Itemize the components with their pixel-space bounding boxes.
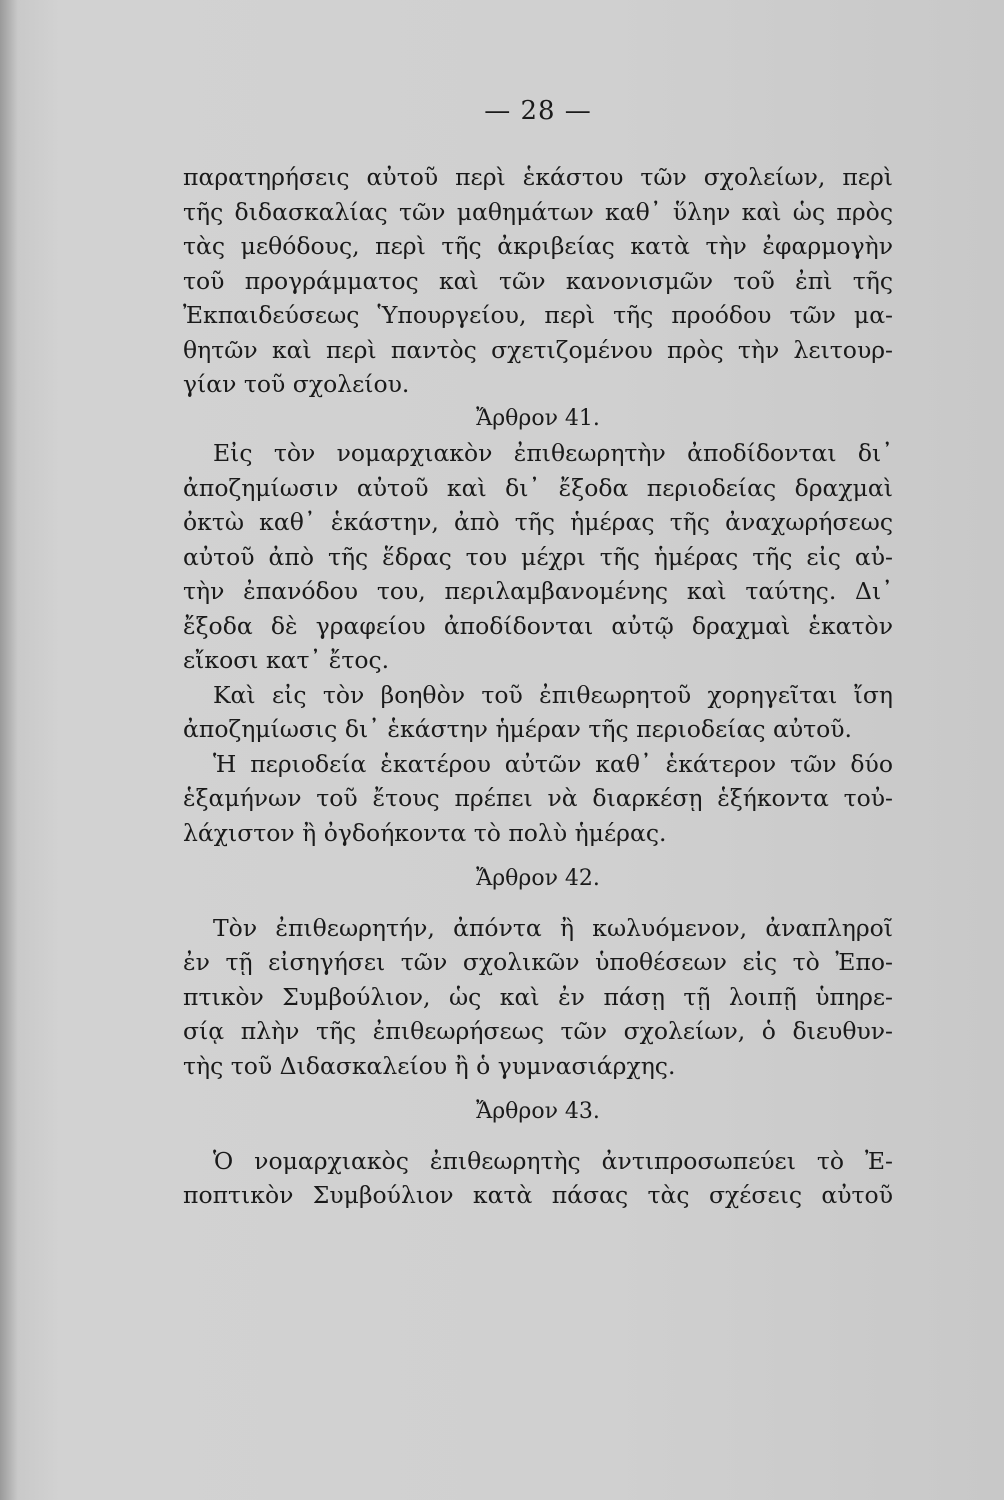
text-line: λάχιστον ἢ ὀγδοήκοντα τὸ πολὺ ἡμέρας. — [183, 818, 667, 847]
spacer — [183, 897, 893, 911]
paragraph — [183, 911, 893, 1084]
text-line: ἔξοδα δὲ γραφείου ἀποδίδονται αὐτῷ δραχμαὶ ἑκατὸν — [183, 611, 893, 640]
text-line: ἐν τῇ εἰσηγήσει τῶν σχολικῶν ὑποθέσεων εἰς τὸ Ἐπο- — [183, 948, 893, 976]
text-line: αὐτοῦ ἀπὸ τῆς ἕδρας του μέχρι τῆς ἡμέρας τῆς εἰς αὐ- — [183, 542, 893, 571]
spacer — [183, 1130, 893, 1144]
text-line: ἀποζημίωσιν αὐτοῦ καὶ δι᾽ ἔξοδα περιοδείας δραχμαὶ — [183, 473, 893, 502]
text-line: Καὶ εἰς τὸν βοηθὸν τοῦ ἐπιθεωρητοῦ χορηγεῖται ἴση — [213, 680, 893, 709]
text-line: Ἐκπαιδεύσεως Ὑπουργείου, περὶ τῆς προόδου τῶν μα- — [183, 301, 893, 329]
article-heading: Ἄρθρον 43. — [476, 1099, 600, 1124]
text-line: εἴκοσι κατ᾽ ἔτος. — [183, 646, 390, 674]
text-line: ἀποζημίωσις δι᾽ ἑκάστην ἡμέραν τῆς περιοδείας αὐτοῦ. — [183, 715, 853, 743]
paragraph — [183, 678, 893, 747]
page-number: — 28 — — [484, 96, 592, 126]
paragraph — [183, 1144, 893, 1213]
text-line: τὴν ἐπανόδου του, περιλαμβανομένης καὶ ταύτης. Δι᾽ — [183, 577, 893, 605]
spacer — [183, 850, 893, 862]
text-line: γίαν τοῦ σχολείου. — [183, 370, 410, 398]
article-heading: Ἄρθρον 42. — [476, 866, 600, 891]
text-line: τὴς τοῦ Διδασκαλείου ἢ ὁ γυμνασιάρχης. — [183, 1051, 676, 1080]
article-heading: Ἄρθρον 41. — [476, 405, 600, 431]
text-line: σίᾳ πλὴν τῆς ἐπιθεωρήσεως τῶν σχολείων, ὁ διευθυν- — [183, 1017, 893, 1045]
text-line: τοῦ προγράμματος καὶ τῶν κανονισμῶν τοῦ ἐπὶ τῆς — [183, 266, 893, 295]
text-line: θητῶν καὶ περὶ παντὸς σχετιζομένου πρὸς τὴν λειτουρ- — [183, 335, 893, 364]
text-line: τὰς μεθόδους, περὶ τῆς ἀκριβείας κατὰ τὴν ἐφαρμογὴν — [183, 232, 893, 260]
text-line: Ἡ περιοδεία ἑκατέρου αὐτῶν καθ᾽ ἑκάτερον τῶν δύο — [213, 749, 893, 778]
spacer — [183, 1083, 893, 1095]
paragraph — [183, 436, 893, 678]
text-line: πτικὸν Συμβούλιον, ὡς καὶ ἐν πάσῃ τῇ λοιπῇ ὑπηρε- — [183, 982, 893, 1011]
text-line: Εἰς τὸν νομαρχιακὸν ἐπιθεωρητὴν ἀποδίδονται δι᾽ — [213, 439, 893, 467]
page-text — [183, 96, 893, 1213]
text-line: Ὁ νομαρχιακὸς ἐπιθεωρητὴς ἀντιπροσωπεύει τὸ Ἐ- — [213, 1146, 893, 1175]
text-line: παρατηρήσεις αὐτοῦ περὶ ἑκάστου τῶν σχολείων, περὶ — [183, 163, 893, 191]
text-line: ἑξαμήνων τοῦ ἔτους πρέπει νὰ διαρκέσῃ ἑξήκοντα τοὐ- — [183, 784, 893, 812]
text-line: τῆς διδασκαλίας τῶν μαθημάτων καθ᾽ ὕλην καὶ ὡς πρὸς — [183, 197, 893, 226]
paragraph — [183, 160, 893, 402]
paragraph — [183, 747, 893, 851]
text-line: ποπτικὸν Συμβούλιον κατὰ πάσας τὰς σχέσεις αὐτοῦ — [183, 1181, 893, 1209]
text-line: ὀκτὼ καθ᾽ ἑκάστην, ἀπὸ τῆς ἡμέρας τῆς ἀναχωρήσεως — [183, 508, 893, 536]
text-line: Τὸν ἐπιθεωρητήν, ἀπόντα ἢ κωλυόμενον, ἀναπληροῖ — [213, 913, 893, 942]
